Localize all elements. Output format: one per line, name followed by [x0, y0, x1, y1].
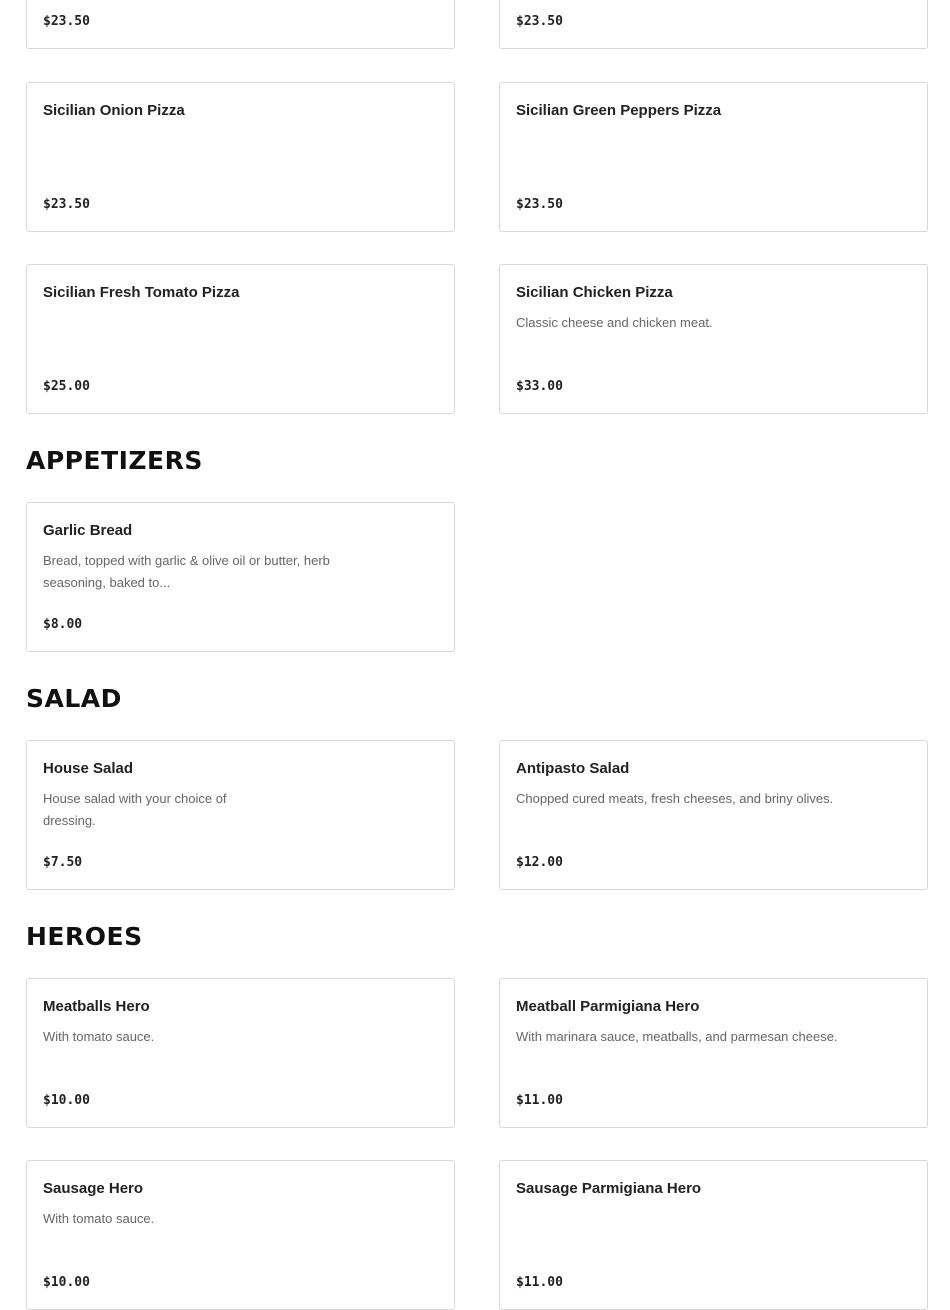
menu-item-card[interactable]	[26, 1160, 455, 1310]
item-description: Chopped cured meats, fresh cheeses, and briny olives.	[516, 791, 834, 806]
item-price: $11.00	[516, 1093, 563, 1108]
item-price: $11.00	[516, 1275, 563, 1290]
item-price: $33.00	[516, 379, 563, 394]
item-price: $7.50	[43, 855, 83, 870]
item-description: With tomato sauce.	[43, 1029, 155, 1044]
item-name: House Salad	[43, 760, 134, 777]
menu-item-card[interactable]	[499, 264, 928, 414]
menu-item-card[interactable]	[26, 82, 455, 232]
item-price: $12.00	[516, 855, 563, 870]
section-title-salad: SALAD	[26, 684, 122, 713]
menu-item-card[interactable]	[499, 82, 928, 232]
item-description: With tomato sauce.	[43, 1211, 155, 1226]
item-price: $23.50	[43, 197, 90, 212]
item-price: $10.00	[43, 1275, 90, 1290]
section-title-appetizers: APPETIZERS	[26, 446, 203, 475]
item-name: Garlic Bread	[43, 522, 133, 539]
item-description: Classic cheese and chicken meat.	[516, 315, 713, 330]
item-price: $10.00	[43, 1093, 90, 1108]
item-price: $25.00	[43, 379, 90, 394]
menu-item-card[interactable]	[26, 0, 455, 49]
menu-item-card[interactable]	[499, 1160, 928, 1310]
menu-item-card[interactable]	[499, 978, 928, 1128]
menu-item-card[interactable]	[26, 502, 455, 652]
item-name: Sausage Parmigiana Hero	[516, 1180, 702, 1197]
menu-item-card[interactable]	[26, 978, 455, 1128]
item-price: $23.50	[43, 14, 90, 29]
item-name: Sicilian Green Peppers Pizza	[516, 102, 722, 119]
item-description: With marinara sauce, meatballs, and parmesan cheese.	[516, 1029, 838, 1044]
item-name: Sausage Hero	[43, 1180, 144, 1197]
item-name: Meatball Parmigiana Hero	[516, 998, 700, 1015]
item-price: $23.50	[516, 14, 563, 29]
item-name: Sicilian Chicken Pizza	[516, 284, 673, 301]
menu-item-card[interactable]	[499, 740, 928, 890]
section-title-heroes: HEROES	[26, 922, 143, 951]
item-name: Sicilian Fresh Tomato Pizza	[43, 284, 240, 301]
menu-item-card[interactable]	[499, 0, 928, 49]
item-name: Meatballs Hero	[43, 998, 150, 1015]
item-name: Antipasto Salad	[516, 760, 630, 777]
item-name: Sicilian Onion Pizza	[43, 102, 185, 119]
item-description: Bread, topped with garlic & olive oil or butter, herb seasoning, baked to...	[43, 553, 330, 590]
menu-item-card[interactable]	[26, 264, 455, 414]
item-price: $23.50	[516, 197, 563, 212]
menu-item-card[interactable]	[26, 740, 455, 890]
item-price: $8.00	[43, 617, 83, 632]
item-description: House salad with your choice of dressing.	[43, 791, 227, 828]
